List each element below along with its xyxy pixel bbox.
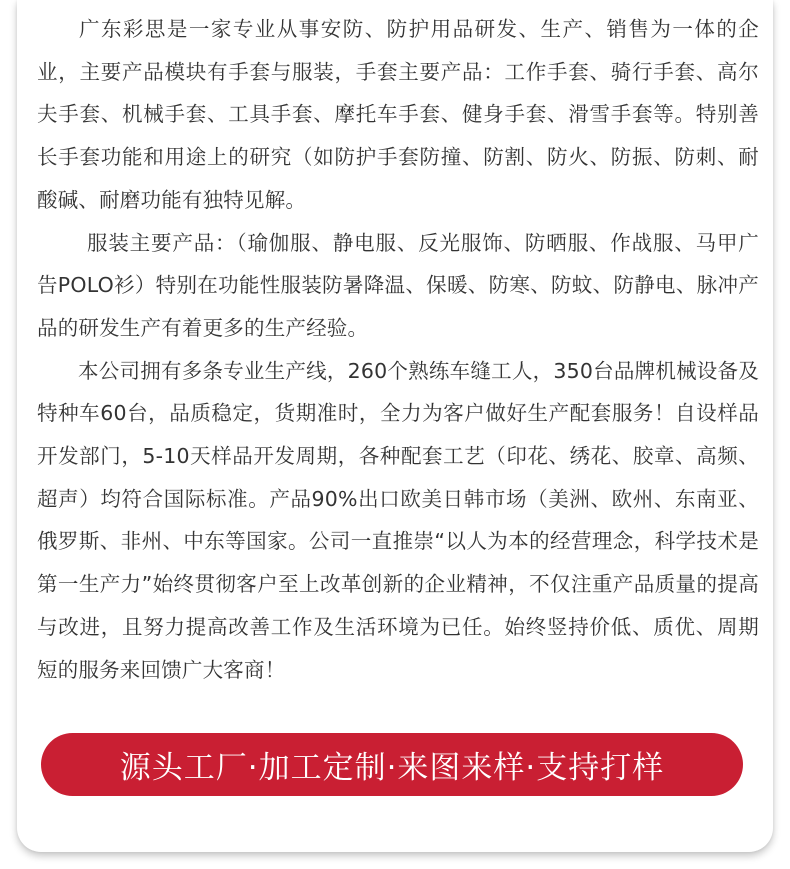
company-introduction <box>37 8 759 691</box>
services-banner-text: 源头工厂·加工定制·来图来样·支持打样 <box>119 750 665 786</box>
services-banner <box>41 733 743 796</box>
apparel-products-paragraph: 服装主要产品：（瑜伽服、静电服、反光服饰、防晒服、作战服、马甲广告POLO衫）特别在功能性服装防暑降温、保暖、防寒、防蚊、防静电、脉冲产品的研发生产有着更多的生产经验。 <box>37 230 759 340</box>
production-capacity-paragraph: 本公司拥有多条专业生产线，260个熟练车缝工人，350台品牌机械设备及特种车60台，品质稳定，货期准时，全力为客户做好生产配套服务！自设样品开发部门，5-10天样品开发周期，各种配套工艺（印花、绣花、胶章、高频、超声）均符合国际标准。产品90%出口欧美日韩市场（美洲、欧州、东南亚、俄罗斯、非州、中东等国家。公司一直推崇“以人为本的经营理念，科学技术是第一生产力”始终贯彻客户至上改革创新的企业精神，不仅注重产品质量的提高与改进，且努力提高改善工作及生活环境为已任。始终竖持价低、质优、周期短的服务来回馈广大客商！ <box>37 358 759 682</box>
company-overview-paragraph: 广东彩思是一家专业从事安防、防护用品研发、生产、销售为一体的企业，主要产品模块有手套与服装，手套主要产品：工作手套、骑行手套、高尔夫手套、机械手套、工具手套、摩托车手套、健身手套、滑雪手套等。特别善长手套功能和用途上的研究（如防护手套防撞、防割、防火、防振、防刺、耐酸碱、耐磨功能有独特见解。 <box>37 17 759 212</box>
